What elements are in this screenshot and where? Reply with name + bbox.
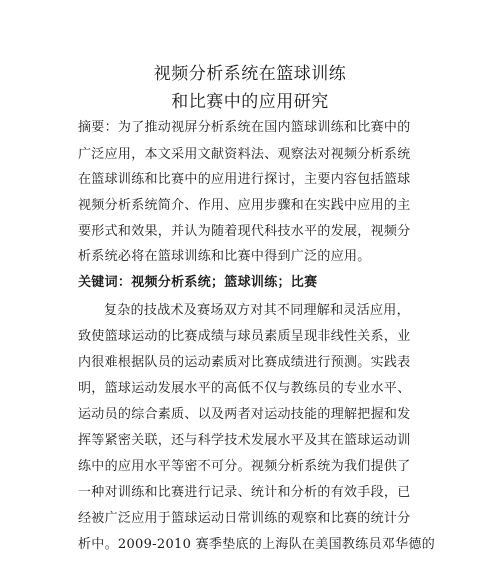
body-line: 析中。2009-2010 赛季垫底的上海队在美国教练员邓华德的 [78, 537, 435, 552]
abstract-line: 在篮球训练和比赛中的应用进行探讨，主要内容包括篮球 [78, 172, 411, 187]
body-line: 致使篮球运动的比赛成绩与球员素质呈现非线性关系，业 [78, 329, 411, 344]
body-line: 经被广泛应用于篮球运动日常训练的观察和比赛的统计分 [78, 511, 411, 526]
body-line: 挥等紧密关联，还与科学技术发展水平及其在篮球运动训 [78, 433, 411, 448]
abstract-line: 摘要：为了推动视屏分析系统在国内篮球训练和比赛中的 [78, 120, 411, 135]
title-line-2: 和比赛中的应用研究 [171, 92, 329, 112]
body-line: 一种对训练和比赛进行记录、统计和分析的有效手段，已 [78, 485, 411, 500]
title-line-1: 视频分析系统在篮球训练 [153, 64, 347, 84]
body-line: 运动员的综合素质、以及两者对运动技能的理解把握和发 [78, 407, 411, 422]
keywords: 关键词：视频分析系统；篮球训练；比赛 [78, 275, 318, 290]
abstract-line: 广泛应用，本文采用文献资料法、观察法对视频分析系统 [78, 147, 411, 162]
body-line: 练中的应用水平等密不可分。视频分析系统为我们提供了 [78, 459, 411, 474]
body-line: 明，篮球运动发展水平的高低不仅与教练员的专业水平、 [78, 381, 411, 396]
abstract-line: 析系统必将在篮球训练和比赛中得到广泛的应用。 [78, 249, 371, 264]
body-line: 复杂的技战术及赛场双方对其不同理解和灵活应用， [104, 303, 410, 318]
abstract-line: 要形式和效果，并认为随着现代科技水平的发展，视频分 [78, 224, 411, 239]
abstract-line: 视频分析系统简介、作用、应用步骤和在实践中应用的主 [78, 198, 411, 213]
body-line: 内很难根据队员的运动素质对比赛成绩进行预测。实践表 [78, 355, 411, 370]
